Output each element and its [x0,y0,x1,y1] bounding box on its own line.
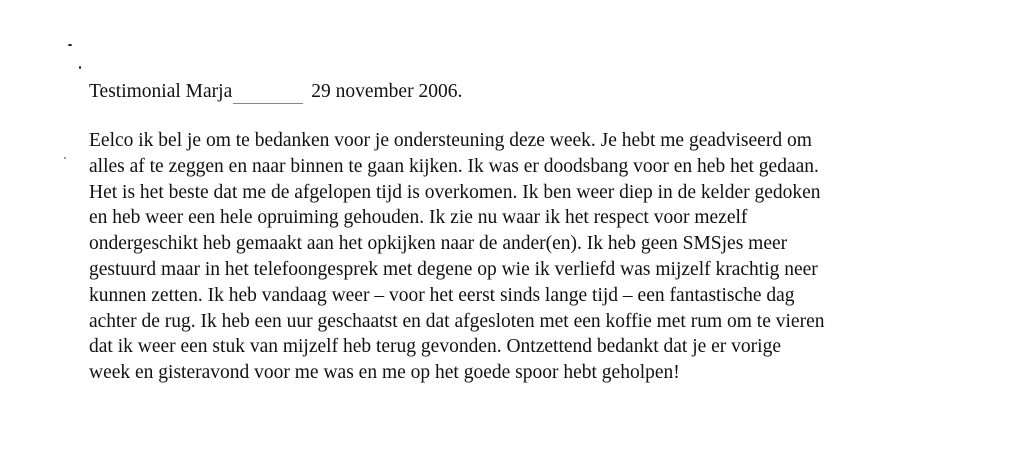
blank-underline-field [233,75,303,104]
document-date: 29 november 2006. [311,81,463,102]
body-line: achter de rug. Ik heb een uur geschaatst en dat afgesloten met een koffie met rum om te vieren [89,310,825,332]
scan-speck [79,66,81,69]
scan-speck [68,44,72,46]
scan-speck [64,157,66,159]
body-line: alles af te zeggen en naar binnen te gaan kijken. Ik was er doodsbang voor en heb het gedaan. [89,155,819,177]
body-line: en heb weer een hele opruiming gehouden. Ik zie nu waar ik het respect voor mezelf [89,207,748,229]
body-line: week en gisteravond voor me was en me op het goede spoor hebt geholpen! [89,362,680,384]
testimonial-body [89,128,969,386]
body-line: Eelco ik bel je om te bedanken voor je ondersteuning deze week. Je hebt me geadviseerd om [89,130,812,151]
document-header [89,76,462,104]
body-line: kunnen zetten. Ik heb vandaag weer – voor het eerst sinds lange tijd – een fantastische dag [89,284,795,306]
document-title: Testimonial Marja [89,81,233,102]
body-line: Het is het beste dat me de afgelopen tijd is overkomen. Ik ben weer diep in de kelder gedoken [89,181,821,203]
body-line: ondergeschikt heb gemaakt aan het opkijken naar de ander(en). Ik heb geen SMSjes meer [89,233,788,255]
body-line: dat ik weer een stuk van mijzelf heb terug gevonden. Ontzettend bedankt dat je er vorige [89,336,781,358]
body-line: gestuurd maar in het telefoongesprek met degene op wie ik verliefd was mijzelf krachtig neer [89,258,818,280]
